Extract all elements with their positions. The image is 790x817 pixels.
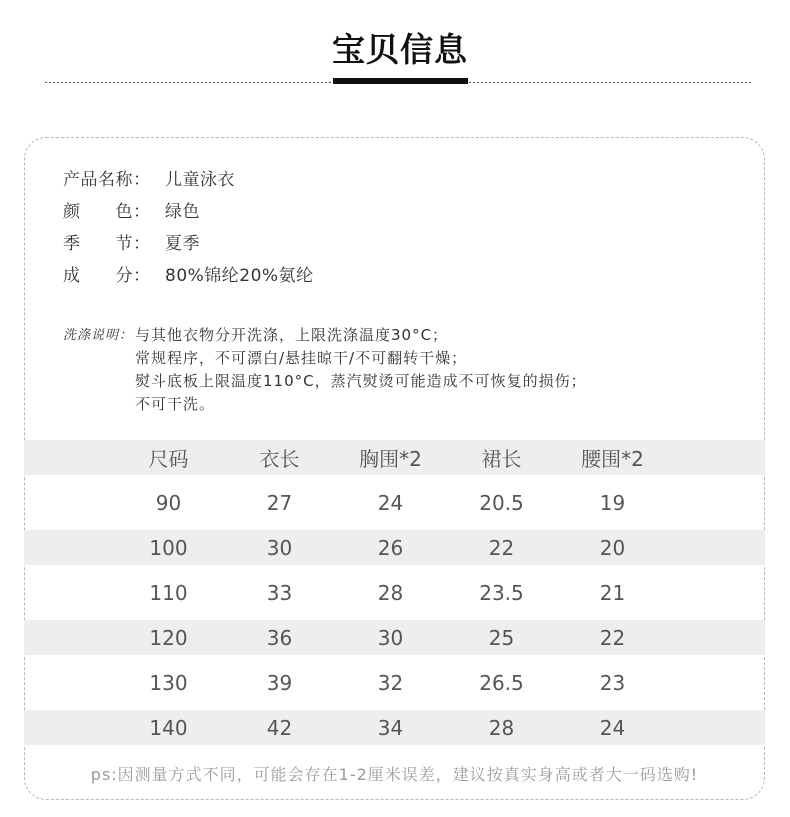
- info-value: 儿童泳衣: [165, 170, 235, 190]
- size-cell: 120: [149, 625, 188, 650]
- skirt-length-cell: 20.5: [479, 490, 524, 515]
- page-title: 宝贝信息: [332, 30, 468, 69]
- measurement-note: ps:因测量方式不同，可能会存在1-2厘米误差，建议按真实身高或者大一码选购!: [90, 765, 699, 784]
- care-line: 常规程序，不可漂白/悬挂晾干/不可翻转干燥；: [135, 349, 468, 367]
- table-row: [24, 530, 765, 565]
- size-cell: 110: [149, 580, 188, 605]
- skirt-length-cell: 23.5: [479, 580, 524, 605]
- care-instructions: [63, 324, 587, 416]
- length-cell: 36: [266, 625, 293, 650]
- skirt-length-cell: 22: [488, 535, 515, 560]
- length-cell: 27: [266, 490, 293, 515]
- chest-cell: 28: [377, 580, 404, 605]
- header-chest: 胸围*2: [359, 447, 422, 471]
- info-label: 颜 色：: [63, 202, 151, 222]
- table-row: [24, 655, 765, 710]
- chest-cell: 30: [377, 625, 404, 650]
- table-row: [24, 565, 765, 620]
- length-cell: 39: [266, 670, 293, 695]
- table-header-row: [24, 440, 765, 475]
- care-line: 与其他衣物分开洗涤，上限洗涤温度30°C；: [135, 326, 449, 344]
- size-cell: 90: [155, 490, 182, 515]
- care-line: 熨斗底板上限温度110°C，蒸汽熨烫可能造成不可恢复的损伤；: [135, 372, 587, 390]
- table-row: [24, 710, 765, 745]
- table-row: [24, 620, 765, 655]
- header-waist: 腰围*2: [581, 447, 644, 471]
- length-cell: 30: [266, 535, 293, 560]
- size-cell: 140: [149, 715, 188, 740]
- header-skirt-length: 裙长: [481, 447, 522, 471]
- product-info: [63, 164, 314, 292]
- size-table-body: [24, 475, 765, 745]
- care-lines: [135, 324, 587, 416]
- info-row-season: [63, 228, 314, 260]
- care-label: 洗涤说明：: [63, 328, 134, 343]
- waist-cell: 24: [599, 715, 626, 740]
- header-length: 衣长: [259, 447, 300, 471]
- skirt-length-cell: 25: [488, 625, 515, 650]
- title-underline: [333, 78, 468, 84]
- size-table: [24, 440, 765, 745]
- info-value: 夏季: [165, 234, 200, 254]
- chest-cell: 34: [377, 715, 404, 740]
- chest-cell: 24: [377, 490, 404, 515]
- skirt-length-cell: 28: [488, 715, 515, 740]
- table-row: [24, 475, 765, 530]
- waist-cell: 23: [599, 670, 626, 695]
- info-label: 产品名称：: [63, 170, 151, 190]
- info-row-material: [63, 260, 314, 292]
- info-row-name: [63, 164, 314, 196]
- info-label: 季 节：: [63, 234, 151, 254]
- size-cell: 130: [149, 670, 188, 695]
- length-cell: 33: [266, 580, 293, 605]
- chest-cell: 32: [377, 670, 404, 695]
- info-label: 成 分：: [63, 266, 151, 286]
- skirt-length-cell: 26.5: [479, 670, 524, 695]
- waist-cell: 20: [599, 535, 626, 560]
- chest-cell: 26: [377, 535, 404, 560]
- product-info-card: [24, 137, 765, 800]
- info-value: 80%锦纶20%氨纶: [165, 266, 314, 286]
- length-cell: 42: [266, 715, 293, 740]
- info-value: 绿色: [165, 202, 200, 222]
- care-line: 不可干洗。: [135, 395, 216, 413]
- waist-cell: 19: [599, 490, 626, 515]
- waist-cell: 21: [599, 580, 626, 605]
- waist-cell: 22: [599, 625, 626, 650]
- header-size: 尺码: [148, 447, 189, 471]
- size-cell: 100: [149, 535, 188, 560]
- info-row-color: [63, 196, 314, 228]
